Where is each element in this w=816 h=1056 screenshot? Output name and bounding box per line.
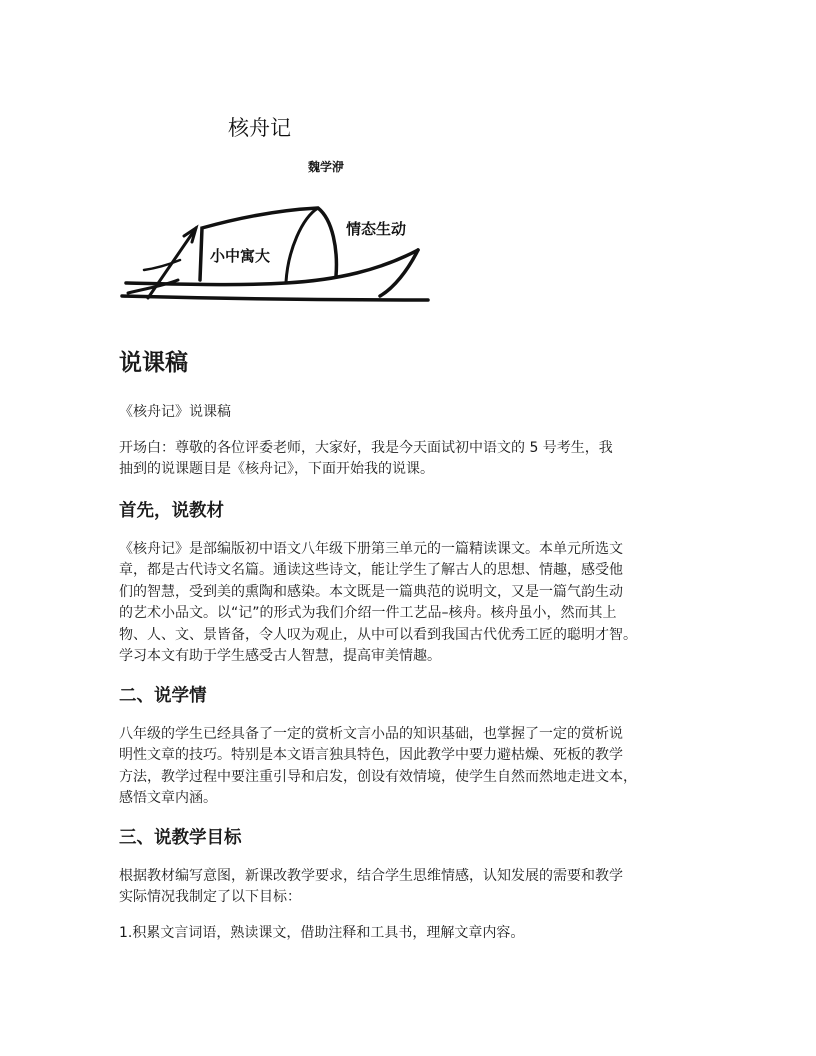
section-teaching-goals — [119, 824, 719, 945]
figure-author: 魏学洢 — [308, 160, 345, 174]
opening-paragraph: 开场白：尊敬的各位评委老师，大家好，我是今天面试初中语文的 5 号考生，我 抽到的说课题目是《核舟记》，下面开始我的说课。 — [119, 439, 613, 477]
section-student-analysis — [119, 682, 719, 810]
section-heading: 二、说学情 — [119, 685, 207, 706]
boat-canopy — [200, 208, 336, 280]
section-paragraph: 《核舟记》是部编版初中语文八年级下册第三单元的一篇精读课文。本单元所选文 章，都是古代诗文名篇。通读这些诗文，能让学生了解古人的思想、情趣，感受他 们的智慧，受到美的熏陶和感染。本文既是一篇典范的说明文，又是一篇气韵生动 的艺术小品文。以“记”的形式为我们介绍一件工艺品–核舟。核舟虽小，然而其上 物、人、文、景皆备，令人叹为观止，从中可以看到我国古代优秀工匠的聪明才智。 学习本文有助于学生感受古人智慧，提高审美情趣。 — [119, 540, 637, 664]
boat-sketch-figure — [118, 110, 438, 320]
figure-title: 核舟记 — [228, 116, 291, 140]
boat-canopy-arch — [286, 208, 318, 282]
goal-list-item: 1.积累文言词语，熟读课文，借助注释和工具书，理解文章内容。 — [119, 924, 525, 941]
boat-rudder — [144, 260, 180, 270]
section-paragraph: 八年级的学生已经具备了一定的赏析文言小品的知识基础，也掌握了一定的赏析说 明性文章的技巧。特别是本文语言独具特色，因此教学中要力避枯燥、死板的教学 方法，教学过程中要注重引导和启发，创设有效情境，使学生自然而然地走进文本， 感悟文章内涵。 — [119, 725, 637, 806]
figure-label-left: 小中寓大 — [210, 247, 271, 265]
boat-bow — [380, 250, 418, 296]
section-teaching-material — [119, 497, 719, 668]
page-title: 说课稿 — [119, 350, 188, 376]
document-body — [119, 346, 719, 958]
boat-sketch-drawing — [118, 110, 438, 320]
figure-label-right: 情态生动 — [346, 220, 407, 238]
section-paragraph: 根据教材编写意图，新课改教学要求，结合学生思维情感，认知发展的需要和教学 实际情况我制定了以下目标： — [119, 867, 623, 905]
section-heading: 三、说教学目标 — [119, 827, 242, 848]
section-heading: 首先，说教材 — [119, 500, 224, 521]
doc-subtitle: 《核舟记》说课稿 — [119, 404, 231, 420]
